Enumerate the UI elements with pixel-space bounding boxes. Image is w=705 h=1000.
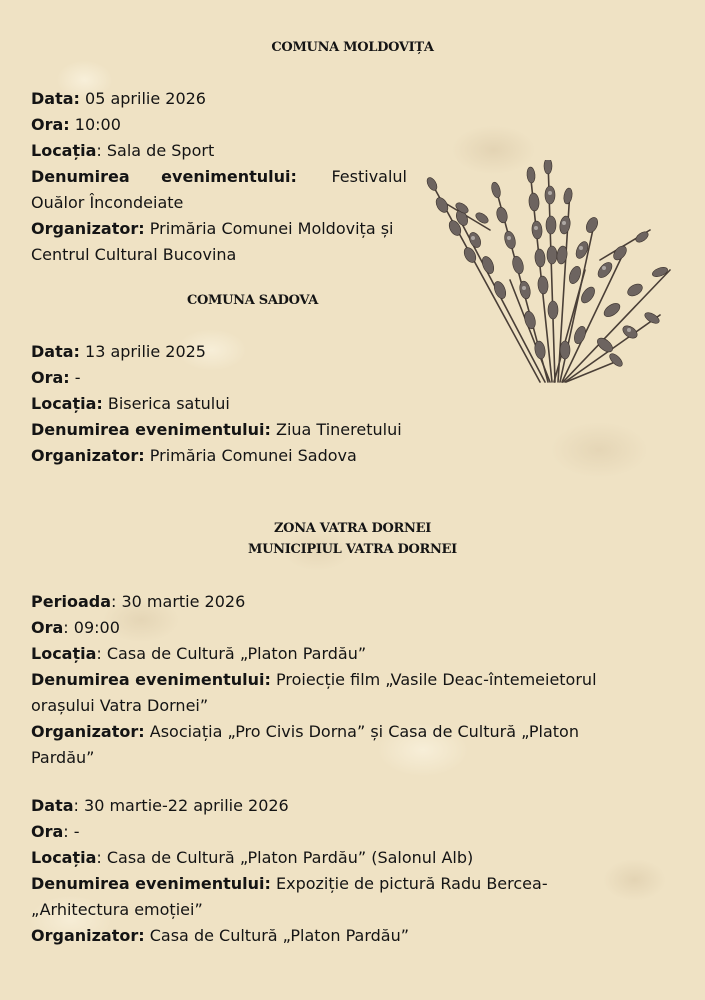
location-value: : Sala de Sport [96,141,215,160]
zone-subtitle: MUNICIPIUL VATRA DORNEI [248,542,457,557]
event-name-label: Denumirea evenimentului: [31,167,297,186]
date-label: Data: [31,342,80,361]
section-title-sadova: COMUNA SADOVA [186,293,318,308]
organizer-row [31,443,611,469]
zone-title: ZONA VATRA DORNEI [273,521,432,536]
organizer-label: Organizator: [31,722,145,741]
organizer-label: Organizator: [31,926,145,945]
event-name-value-1: Proiecție film „Vasile Deac-întemeietorul [270,670,597,689]
event-vatra-dornei-2 [31,793,611,949]
organizer-value-1: Primăria Comunei Moldovița și [144,219,394,238]
time-label: Ora [31,618,64,637]
date-row [31,793,611,819]
section-title-moldovita: COMUNA MOLDOVIȚA [271,40,434,55]
location-label: Locația [31,644,97,663]
event-name-row-2: orașului Vatra Dornei” [31,696,209,715]
time-row [31,615,611,641]
organizer-value: Casa de Cultură „Platon Pardău” [144,926,409,945]
location-value: Biserica satului [102,394,230,413]
organizer-row [31,719,611,745]
date-label: Data: [31,89,80,108]
event-name-value: Ziua Tineretului [270,420,402,439]
date-value: 13 aprilie 2025 [79,342,206,361]
time-row [31,112,407,138]
time-value: : - [63,822,80,841]
location-label: Locația [31,848,97,867]
organizer-value: Primăria Comunei Sadova [144,446,357,465]
location-label: Locația [31,141,97,160]
event-moldovita [31,86,407,268]
time-label: Ora [31,822,64,841]
location-row [31,845,611,871]
time-value: - [69,368,81,387]
date-value: : 30 martie-22 aprilie 2026 [73,796,289,815]
organizer-label: Organizator: [31,446,145,465]
time-row [31,365,611,391]
location-row [31,138,407,164]
time-row [31,819,611,845]
event-name-label: Denumirea evenimentului: [31,420,271,439]
event-name-row [31,164,407,190]
date-value: 05 aprilie 2026 [79,89,206,108]
time-label: Ora: [31,115,70,134]
event-name-value-1: Festivalul [331,167,407,186]
organizer-label: Organizator: [31,219,145,238]
date-row [31,339,611,365]
event-name-value-1: Expoziție de pictură Radu Bercea- [270,874,548,893]
event-name-row [31,871,611,897]
location-value: : Casa de Cultură „Platon Pardău” [96,644,367,663]
period-label: Perioada [31,592,111,611]
date-row [31,86,407,112]
location-value: : Casa de Cultură „Platon Pardău” (Salonul Alb) [96,848,474,867]
period-row [31,589,611,615]
event-name-row [31,417,611,443]
period-value: : 30 martie 2026 [111,592,246,611]
event-name-row [31,667,611,693]
organizer-row-2: Centrul Cultural Bucovina [31,245,237,264]
event-name-row-2: Ouălor Încondeiate [31,193,184,212]
organizer-row [31,216,407,242]
organizer-row-2: Pardău” [31,748,95,767]
location-row [31,641,611,667]
organizer-row [31,923,611,949]
event-name-row-2: „Arhitectura emoției” [31,900,203,919]
time-value: 10:00 [69,115,121,134]
event-name-label: Denumirea evenimentului: [31,874,271,893]
organizer-value-1: Asociația „Pro Civis Dorna” și Casa de Cultură „Platon [144,722,579,741]
time-value: : 09:00 [63,618,120,637]
date-label: Data [31,796,74,815]
location-label: Locația: [31,394,103,413]
event-sadova [31,339,611,469]
event-vatra-dornei-1 [31,589,611,771]
time-label: Ora: [31,368,70,387]
location-row [31,391,611,417]
event-name-label: Denumirea evenimentului: [31,670,271,689]
